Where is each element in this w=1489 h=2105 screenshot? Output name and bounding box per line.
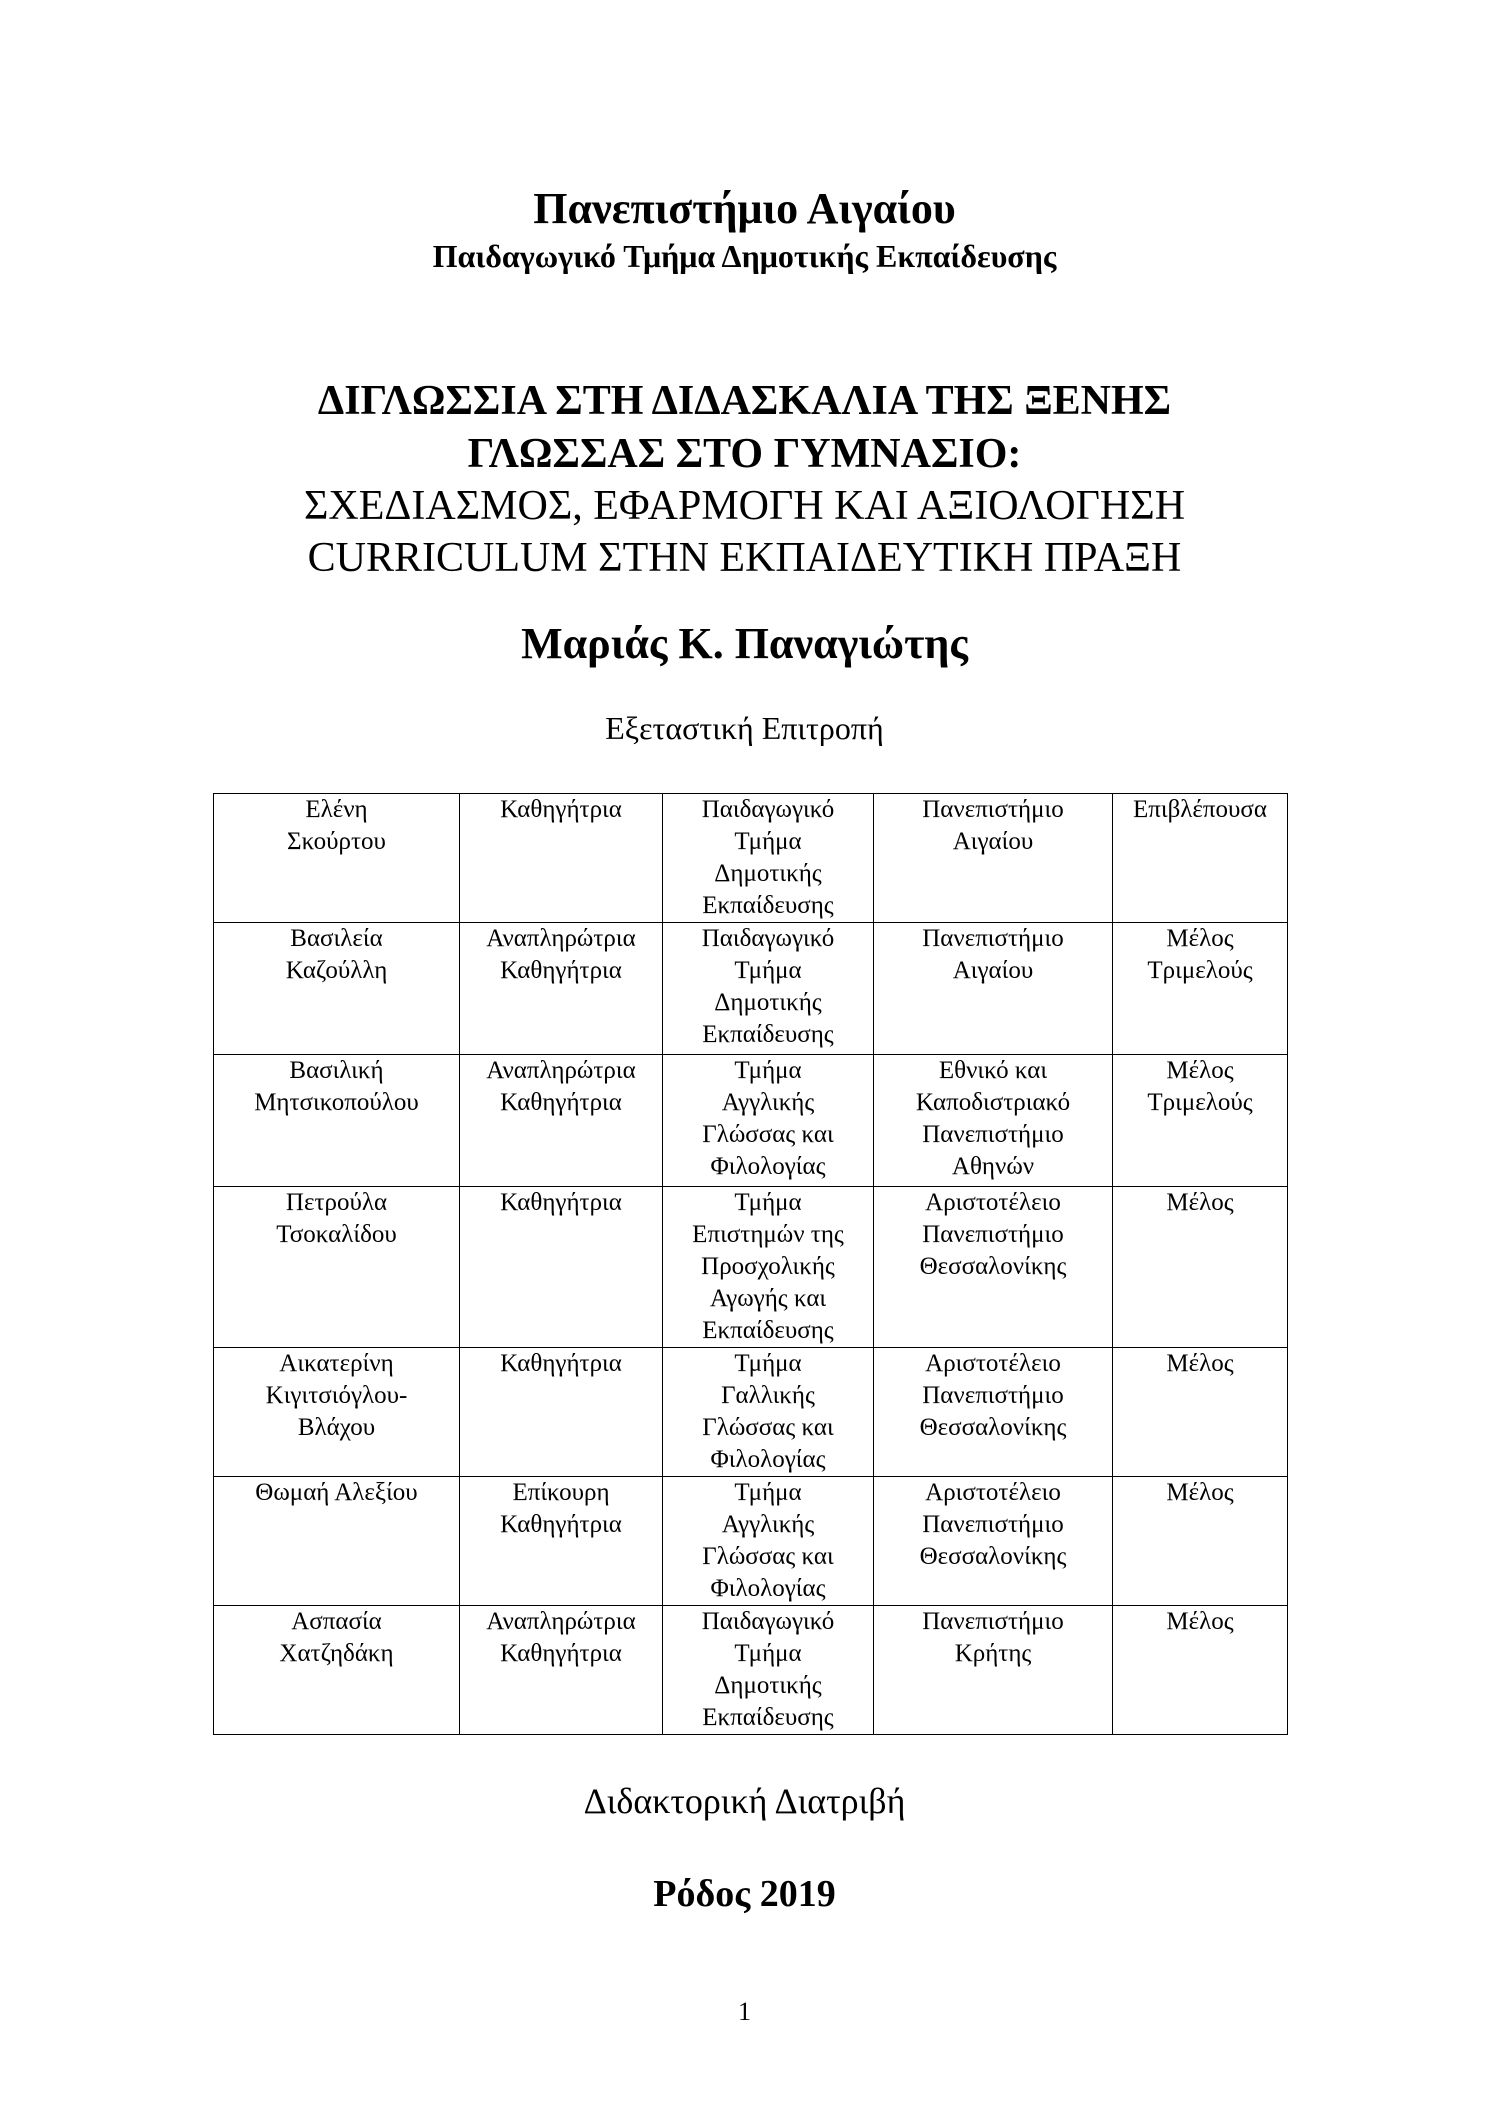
member-name: Πετρούλα Τσοκαλίδου — [214, 1187, 460, 1348]
member-university: Πανεπιστήμιο Αιγαίου — [874, 794, 1113, 923]
place-year: Ρόδος 2019 — [653, 1873, 836, 1915]
thesis-title-line-3: ΣΧΕΔΙΑΣΜΟΣ, ΕΦΑΡΜΟΓΗ ΚΑΙ ΑΞΙΟΛΟΓΗΣΗ — [303, 483, 1186, 529]
member-role: Μέλος — [1113, 1477, 1288, 1606]
member-role: Μέλος — [1113, 1348, 1288, 1477]
committee-member-row — [214, 923, 1288, 1055]
member-department: Τμήμα Αγγλικής Γλώσσας και Φιλολογίας — [663, 1055, 874, 1187]
member-name: Θωμαή Αλεξίου — [214, 1477, 460, 1606]
member-university: Εθνικό και Καποδιστριακό Πανεπιστήμιο Αθηνών — [874, 1055, 1113, 1187]
member-university: Αριστοτέλειο Πανεπιστήμιο Θεσσαλονίκης — [874, 1187, 1113, 1348]
thesis-title-line-2: ΓΛΩΣΣΑΣ ΣΤΟ ΓΥΜΝΑΣΙΟ: — [467, 431, 1022, 477]
member-name: Βασιλική Μητσικοπούλου — [214, 1055, 460, 1187]
member-department: Τμήμα Γαλλικής Γλώσσας και Φιλολογίας — [663, 1348, 874, 1477]
member-rank: Καθηγήτρια — [460, 1348, 663, 1477]
page-number: 1 — [738, 1997, 751, 2026]
member-name: Ελένη Σκούρτου — [214, 794, 460, 923]
member-rank: Αναπληρώτρια Καθηγήτρια — [460, 923, 663, 1055]
committee-member-row — [214, 794, 1288, 923]
member-role: Μέλος Τριμελούς — [1113, 1055, 1288, 1187]
member-name: Αικατερίνη Κιγιτσιόγλου- Βλάχου — [214, 1348, 460, 1477]
member-role: Μέλος — [1113, 1187, 1288, 1348]
thesis-type: Διδακτορική Διατριβή — [583, 1781, 906, 1821]
member-department: Παιδαγωγικό Τμήμα Δημοτικής Εκπαίδευσης — [663, 794, 874, 923]
member-university: Αριστοτέλειο Πανεπιστήμιο Θεσσαλονίκης — [874, 1348, 1113, 1477]
member-role: Μέλος — [1113, 1606, 1288, 1735]
member-university: Πανεπιστήμιο Κρήτης — [874, 1606, 1113, 1735]
member-department: Παιδαγωγικό Τμήμα Δημοτικής Εκπαίδευσης — [663, 923, 874, 1055]
committee-member-row — [214, 1055, 1288, 1187]
committee-table — [213, 793, 1288, 1735]
member-rank: Αναπληρώτρια Καθηγήτρια — [460, 1055, 663, 1187]
author-name: Μαριάς Κ. Παναγιώτης — [521, 619, 968, 668]
university-name: Πανεπιστήμιο Αιγαίου — [533, 184, 956, 233]
member-role: Επιβλέπουσα — [1113, 794, 1288, 923]
committee-member-row — [214, 1606, 1288, 1735]
member-rank: Αναπληρώτρια Καθηγήτρια — [460, 1606, 663, 1735]
member-rank: Επίκουρη Καθηγήτρια — [460, 1477, 663, 1606]
member-university: Αριστοτέλειο Πανεπιστήμιο Θεσσαλονίκης — [874, 1477, 1113, 1606]
member-rank: Καθηγήτρια — [460, 1187, 663, 1348]
member-university: Πανεπιστήμιο Αιγαίου — [874, 923, 1113, 1055]
department-name: Παιδαγωγικό Τμήμα Δημοτικής Εκπαίδευσης — [432, 238, 1057, 274]
committee-heading: Εξεταστική Επιτροπή — [605, 710, 884, 746]
committee-member-row — [214, 1348, 1288, 1477]
member-department: Τμήμα Επιστημών της Προσχολικής Αγωγής και Εκπαίδευσης — [663, 1187, 874, 1348]
committee-member-row — [214, 1477, 1288, 1606]
member-department: Τμήμα Αγγλικής Γλώσσας και Φιλολογίας — [663, 1477, 874, 1606]
member-rank: Καθηγήτρια — [460, 794, 663, 923]
committee-member-row — [214, 1187, 1288, 1348]
member-name: Βασιλεία Καζούλλη — [214, 923, 460, 1055]
member-role: Μέλος Τριμελούς — [1113, 923, 1288, 1055]
thesis-title-line-4: CURRICULUM ΣΤΗΝ ΕΚΠΑΙΔΕΥΤΙΚΗ ΠΡΑΞΗ — [307, 535, 1182, 581]
member-department: Παιδαγωγικό Τμήμα Δημοτικής Εκπαίδευσης — [663, 1606, 874, 1735]
member-name: Ασπασία Χατζηδάκη — [214, 1606, 460, 1735]
thesis-title-line-1: ΔΙΓΛΩΣΣΙΑ ΣΤΗ ΔΙΔΑΣΚΑΛΙΑ ΤΗΣ ΞΕΝΗΣ — [317, 378, 1172, 424]
